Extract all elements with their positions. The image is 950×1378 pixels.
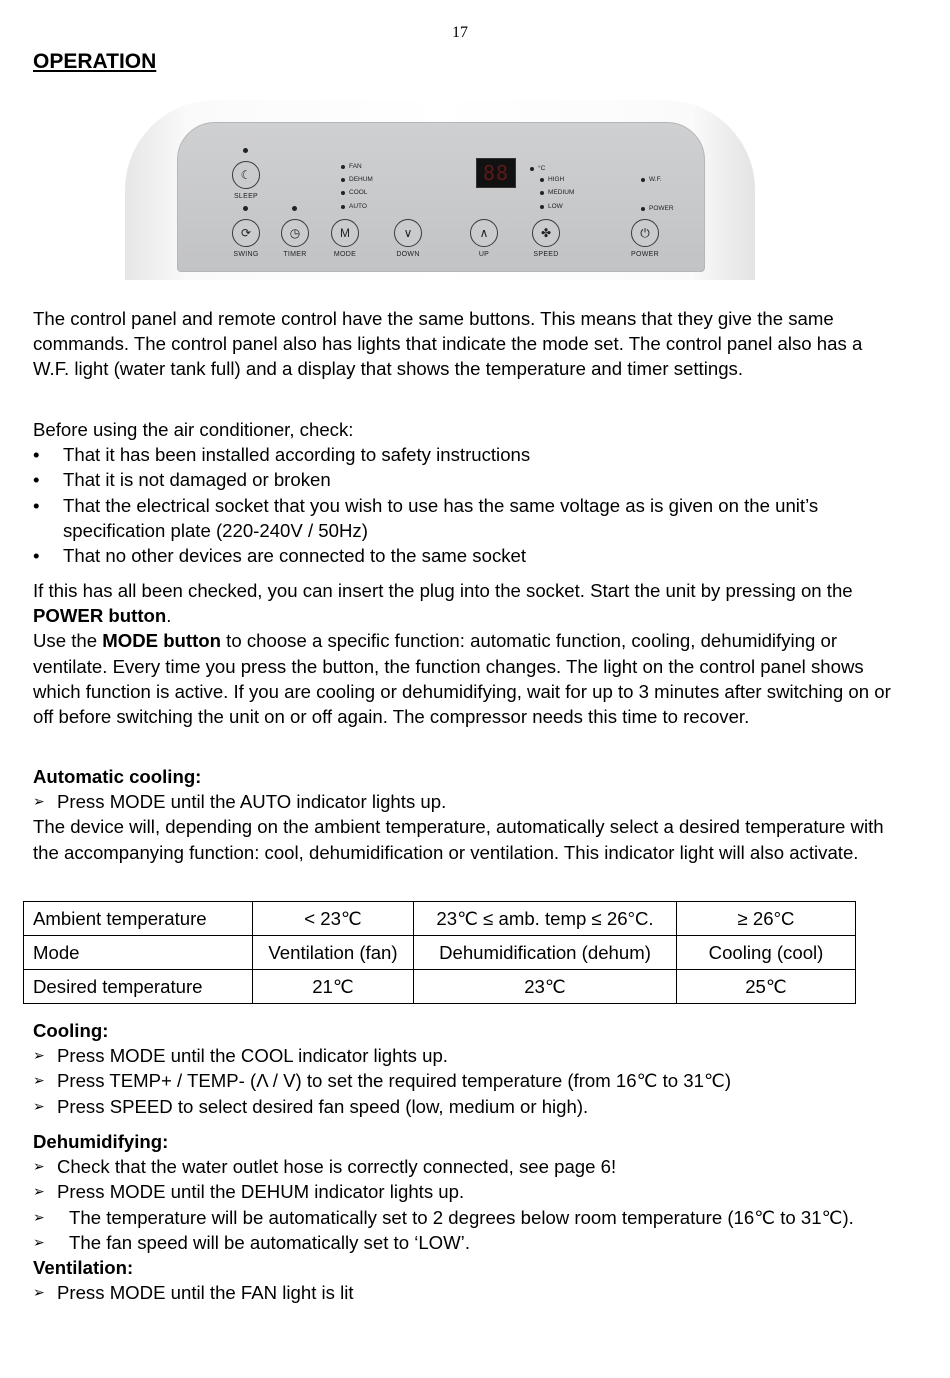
celsius-light: °C: [530, 165, 545, 172]
table-cell: Ventilation (fan): [253, 936, 414, 970]
page-number: 17: [452, 24, 468, 41]
list-item: ➢ Check that the water outlet hose is correctly connected, see page 6!: [33, 1156, 617, 1178]
clock-icon: ◷: [281, 219, 309, 247]
vent-title: Ventilation:: [33, 1257, 134, 1279]
page-heading: OPERATION: [33, 50, 157, 73]
swing-light: [243, 206, 248, 211]
low-light: LOW: [540, 203, 563, 210]
down-button[interactable]: [378, 219, 438, 258]
check-intro: Before using the air conditioner, check:: [33, 419, 354, 440]
table-cell: 21℃: [253, 970, 414, 1004]
speed-button[interactable]: [516, 219, 576, 258]
cooling-section: [33, 1018, 903, 1119]
mode-label: MODE: [333, 251, 357, 258]
up-button[interactable]: [454, 219, 514, 258]
list-item: ➢ Press SPEED to select desired fan speed (low, medium or high).: [33, 1095, 589, 1117]
table-row: [24, 936, 856, 970]
chevron-up-icon: ∧: [470, 219, 498, 247]
table-cell: Desired temperature: [24, 970, 253, 1004]
temperature-display: 88: [476, 158, 516, 188]
auto-text: The device will, depending on the ambient temperature, automatically select a desired temperature with the accompanying function: cool, dehumidification or ventilation. This indicator light will also activate.: [33, 816, 884, 863]
high-light: HIGH: [540, 176, 564, 183]
table-cell: ≥ 26°C: [677, 902, 856, 936]
power-label: POWER: [631, 251, 659, 258]
sleep-icon: ☾: [232, 161, 260, 189]
intro-section: [33, 306, 903, 382]
timer-label: TIMER: [283, 251, 307, 258]
auto-light: AUTO: [341, 203, 367, 210]
table-cell: 25℃: [677, 970, 856, 1004]
table-row: [24, 970, 856, 1004]
fan-light: FAN: [341, 163, 362, 170]
table-cell: 23℃: [414, 970, 677, 1004]
timer-light: [292, 206, 297, 211]
wf-light: W.F.: [641, 176, 662, 183]
table-cell: Cooling (cool): [677, 936, 856, 970]
dehum-light: DEHUM: [341, 176, 373, 183]
medium-light: MEDIUM: [540, 189, 574, 196]
mode-paragraph: Use the MODE button to choose a specific function: automatic function, cooling, dehumidifying or ventilate. Every time you press the button, the function changes. The light on the control panel shows which function is active. If you are cooling or dehumidifying, wait for up to 3 minutes after switching on or off before switching the unit on or off again. The compressor needs this time to recover.: [33, 630, 891, 728]
speed-label: SPEED: [533, 251, 559, 258]
chevron-down-icon: ∨: [394, 219, 422, 247]
mode-table: [23, 901, 856, 1004]
list-item: • That it has been installed according to safety instructions: [33, 444, 531, 466]
intro-paragraph: The control panel and remote control have the same buttons. This means that they give the same commands. The control panel also has lights that indicate the mode set. The control panel also has a W.F. light (water tank full) and a display that shows the temperature and timer settings.: [33, 308, 863, 380]
control-panel-photo: [125, 100, 755, 280]
swing-icon: ⟳: [232, 219, 260, 247]
table-cell: Mode: [24, 936, 253, 970]
table-cell: < 23℃: [253, 902, 414, 936]
dehum-title: Dehumidifying:: [33, 1131, 169, 1152]
power-light: POWER: [641, 205, 674, 212]
list-item: ➢ Press TEMP+ / TEMP- (Λ / V) to set the required temperature (from 16℃ to 31℃): [33, 1070, 732, 1092]
list-item: ➢ The fan speed will be automatically set to ‘LOW’.: [33, 1231, 470, 1253]
auto-title: Automatic cooling:: [33, 766, 202, 787]
list-item: ➢ Press MODE until the COOL indicator lights up.: [33, 1045, 448, 1067]
list-item: ➢ Press MODE until the AUTO indicator lights up.: [33, 791, 447, 813]
list-item: ➢ Press MODE until the FAN light is lit: [33, 1282, 354, 1304]
down-label: DOWN: [396, 251, 420, 258]
cool-light: COOL: [341, 189, 367, 196]
mode-button[interactable]: [315, 219, 375, 258]
checklist-section: [33, 417, 903, 568]
list-item: • That it is not damaged or broken: [33, 469, 331, 491]
start-paragraph: If this has all been checked, you can insert the plug into the socket. Start the unit by pressing on the POWER button.: [33, 580, 853, 627]
list-item: ➢ Press MODE until the DEHUM indicator lights up.: [33, 1181, 465, 1203]
sleep-control: [216, 161, 276, 200]
mode-icon: M: [331, 219, 359, 247]
usage-section: [33, 578, 903, 729]
fan-icon: ✤: [532, 219, 560, 247]
auto-section: [33, 764, 903, 865]
sleep-label: SLEEP: [233, 193, 259, 200]
cooling-title: Cooling:: [33, 1020, 109, 1041]
table-cell: Ambient temperature: [24, 902, 253, 936]
table-cell: Dehumidification (dehum): [414, 936, 677, 970]
list-item: • That the electrical socket that you wish to use has the same voltage as is given on the unit’s specification plate (220-240V / 50Hz): [33, 494, 819, 541]
list-item: ➢ The temperature will be automatically set to 2 degrees below room temperature (16℃ to 31℃).: [33, 1206, 854, 1228]
table-row: [24, 902, 856, 936]
sleep-light: [243, 148, 248, 153]
dehum-section: [33, 1129, 903, 1305]
power-icon: ⏻: [631, 219, 659, 247]
table-cell: 23℃ ≤ amb. temp ≤ 26°C.: [414, 902, 677, 936]
control-panel: [177, 122, 705, 272]
up-label: UP: [478, 251, 490, 258]
list-item: • That no other devices are connected to the same socket: [33, 545, 527, 567]
swing-label: SWING: [233, 251, 259, 258]
power-button[interactable]: [615, 219, 675, 258]
